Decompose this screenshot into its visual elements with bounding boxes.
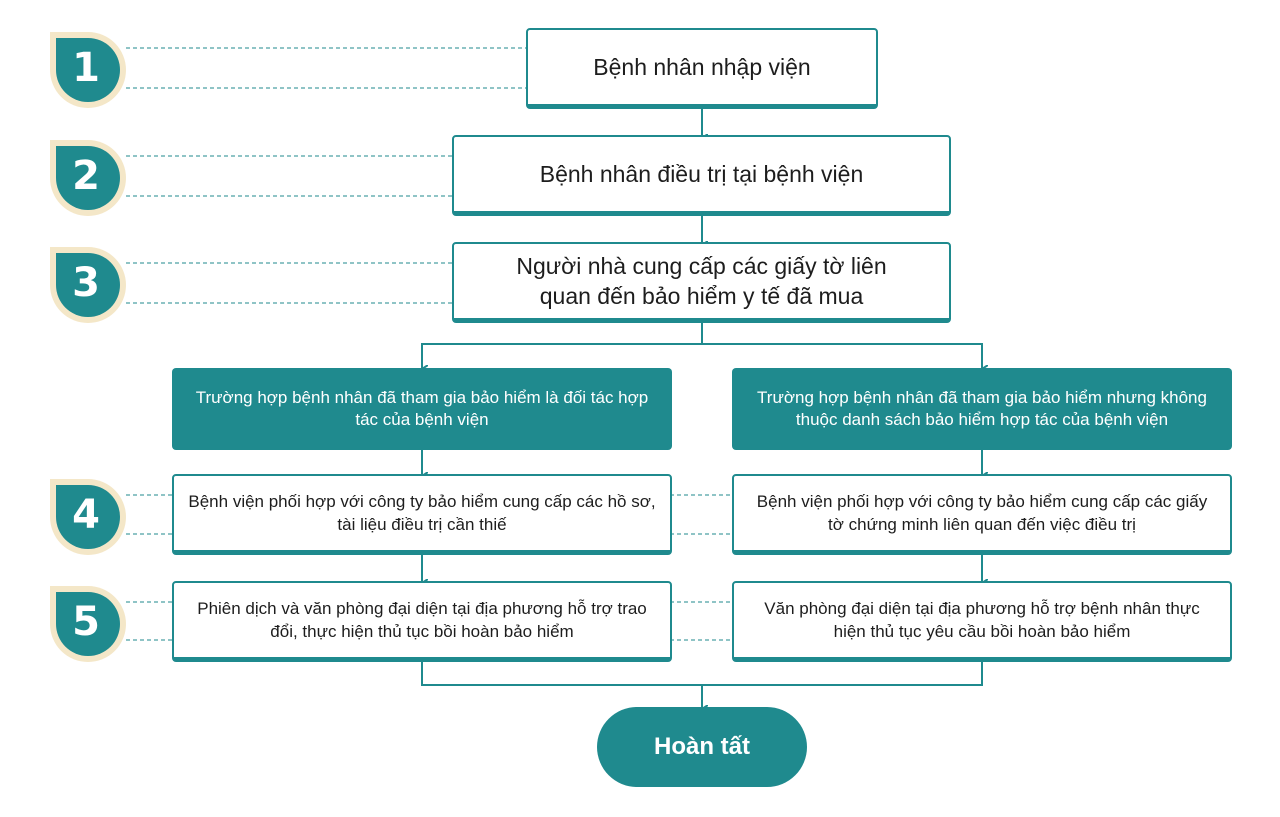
step-badge-4 [48, 477, 128, 557]
step-4-right-box: Bệnh viện phối hợp với công ty bảo hiểm cung cấp các giấy tờ chứng minh liên quan đến việc điều trị [732, 474, 1232, 555]
step-badge-5 [48, 584, 128, 664]
step-number: 3 [72, 260, 100, 306]
step-number: 2 [72, 153, 100, 199]
case-non-partner-insurance: Trường hợp bệnh nhân đã tham gia bảo hiểm nhưng không thuộc danh sách bảo hiểm hợp tác của bệnh viện [732, 368, 1232, 450]
step-4-left-box: Bệnh viện phối hợp với công ty bảo hiểm cung cấp các hồ sơ, tài liệu điều trị cần thiế [172, 474, 672, 555]
step-number: 1 [72, 45, 100, 91]
complete-terminal: Hoàn tất [597, 707, 807, 787]
step-5-left-box: Phiên dịch và văn phòng đại diện tại địa phương hỗ trợ trao đổi, thực hiện thủ tục bồi hoàn bảo hiểm [172, 581, 672, 662]
step-badge-3 [48, 245, 128, 325]
step-number: 5 [72, 599, 100, 645]
step-number: 4 [72, 492, 100, 538]
step-2-box: Bệnh nhân điều trị tại bệnh viện [452, 135, 951, 216]
step-badge-1 [48, 30, 128, 110]
step-5-right-box: Văn phòng đại diện tại địa phương hỗ trợ bệnh nhân thực hiện thủ tục yêu cầu bồi hoàn bảo hiểm [732, 581, 1232, 662]
case-partner-insurance: Trường hợp bệnh nhân đã tham gia bảo hiểm là đối tác hợp tác của bệnh viện [172, 368, 672, 450]
step-badge-2 [48, 138, 128, 218]
step-3-box: Người nhà cung cấp các giấy tờ liên quan đến bảo hiểm y tế đã mua [452, 242, 951, 323]
step-1-box: Bệnh nhân nhập viện [526, 28, 878, 109]
